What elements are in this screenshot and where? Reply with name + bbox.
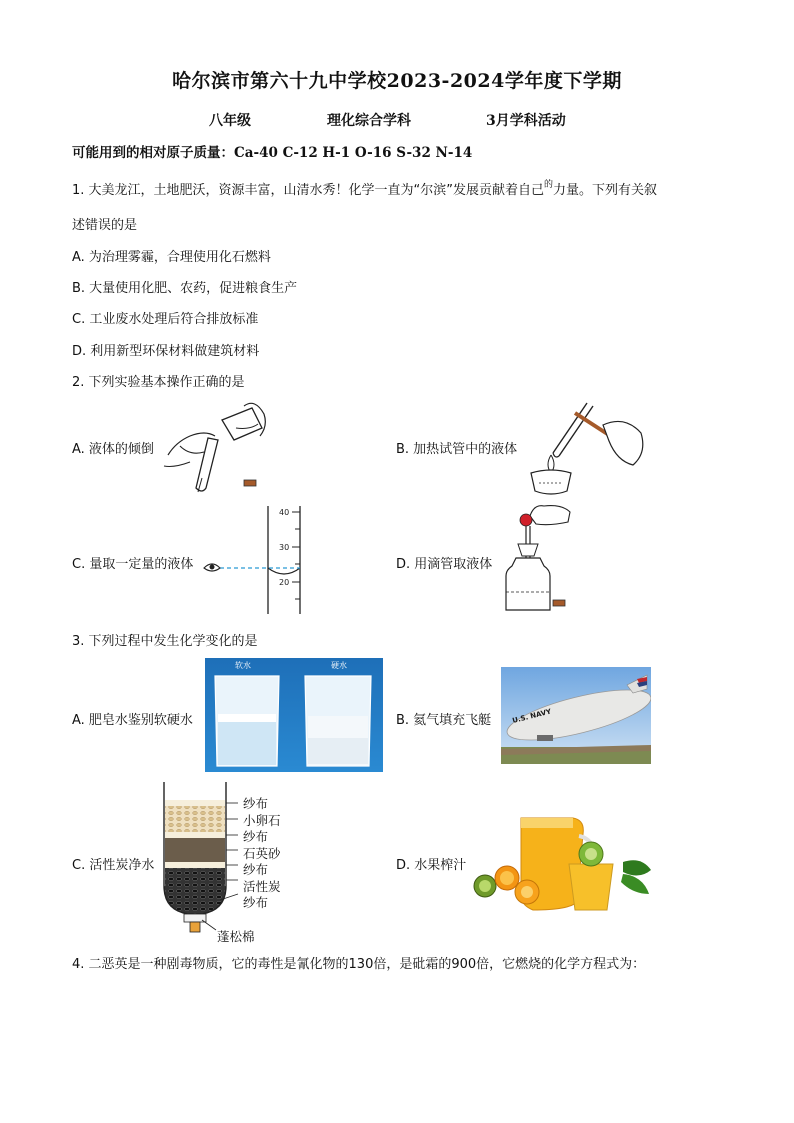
filter-layer-label: 纱布 bbox=[243, 895, 269, 910]
q2-option-d: D. 用滴管取液体 bbox=[396, 557, 493, 572]
q1-stem-part-b: 力量。下列有关叙 bbox=[553, 183, 658, 198]
filter-layer-label: 小卵石 bbox=[243, 812, 281, 828]
pouring-liquid-illustration bbox=[160, 400, 270, 495]
soft-water-label: 软水 bbox=[235, 661, 251, 670]
q2-stem: 2. 下列实验基本操作正确的是 bbox=[72, 375, 245, 390]
q1-option-b: B. 大量使用化肥、农药，促进粮食生产 bbox=[72, 281, 298, 296]
cylinder-tick-20: 20 bbox=[279, 578, 290, 587]
graduated-cylinder-illustration bbox=[200, 500, 310, 615]
airship-label: U.S. NAVY bbox=[511, 707, 553, 725]
hard-water-label: 硬水 bbox=[331, 661, 347, 670]
cylinder-tick-40: 40 bbox=[279, 508, 290, 517]
q3-option-d: D. 水果榨汁 bbox=[396, 858, 467, 873]
subject-label: 理化综合学科 bbox=[327, 113, 411, 129]
heating-test-tube-illustration bbox=[505, 395, 650, 500]
q1-stem-line1 bbox=[72, 179, 657, 198]
airship-photo bbox=[501, 667, 651, 764]
q2-option-c: C. 量取一定量的液体 bbox=[72, 557, 194, 572]
q1-option-a: A. 为治理雾霾，合理使用化石燃料 bbox=[72, 250, 271, 265]
activity-label: 3月学科活动 bbox=[486, 113, 566, 129]
q1-stem-part-a: 1. 大美龙江，土地肥沃，资源丰富，山清水秀！化学一直为“尔滨”发展贡献着自己 bbox=[72, 183, 545, 198]
q2-option-b: B. 加热试管中的液体 bbox=[396, 442, 518, 457]
q1-option-c: C. 工业废水处理后符合排放标准 bbox=[72, 312, 259, 327]
q2-option-a: A. 液体的倾倒 bbox=[72, 442, 154, 457]
q3-option-c: C. 活性炭净水 bbox=[72, 858, 155, 873]
filter-layer-label: 纱布 bbox=[243, 829, 269, 844]
q1-stem-superscript: 的 bbox=[544, 180, 554, 190]
filter-layer-label: 纱布 bbox=[243, 796, 269, 811]
filter-layer-labels bbox=[243, 796, 281, 912]
fruit-juice-photo bbox=[473, 810, 658, 915]
page-title: 哈尔滨市第六十九中学校2023-2024学年度下学期 bbox=[172, 70, 622, 92]
grade-label: 八年级 bbox=[209, 113, 251, 129]
q4-stem: 4. 二恶英是一种剧毒物质，它的毒性是氰化物的130倍，是砒霜的900倍，它燃烧的化学方程式为： bbox=[72, 957, 646, 972]
filter-bottom-label: 蓬松棉 bbox=[217, 929, 255, 944]
filter-layer-label: 纱布 bbox=[243, 862, 269, 877]
q3-option-b: B. 氦气填充飞艇 bbox=[396, 713, 492, 728]
filter-layer-label: 石英砂 bbox=[243, 845, 281, 861]
q3-option-a: A. 肥皂水鉴别软硬水 bbox=[72, 713, 193, 728]
filter-layer-label: 活性炭 bbox=[243, 878, 281, 894]
cylinder-tick-30: 30 bbox=[279, 543, 290, 552]
q1-stem-line2: 述错误的是 bbox=[72, 218, 138, 233]
q1-option-d: D. 利用新型环保材料做建筑材料 bbox=[72, 344, 260, 359]
atomic-mass-note: 可能用到的相对原子质量：Ca-40 C-12 H-1 O-16 S-32 N-14 bbox=[72, 145, 473, 161]
soft-hard-water-photo bbox=[205, 658, 383, 772]
dropper-illustration bbox=[490, 500, 600, 615]
q3-stem: 3. 下列过程中发生化学变化的是 bbox=[72, 634, 258, 649]
